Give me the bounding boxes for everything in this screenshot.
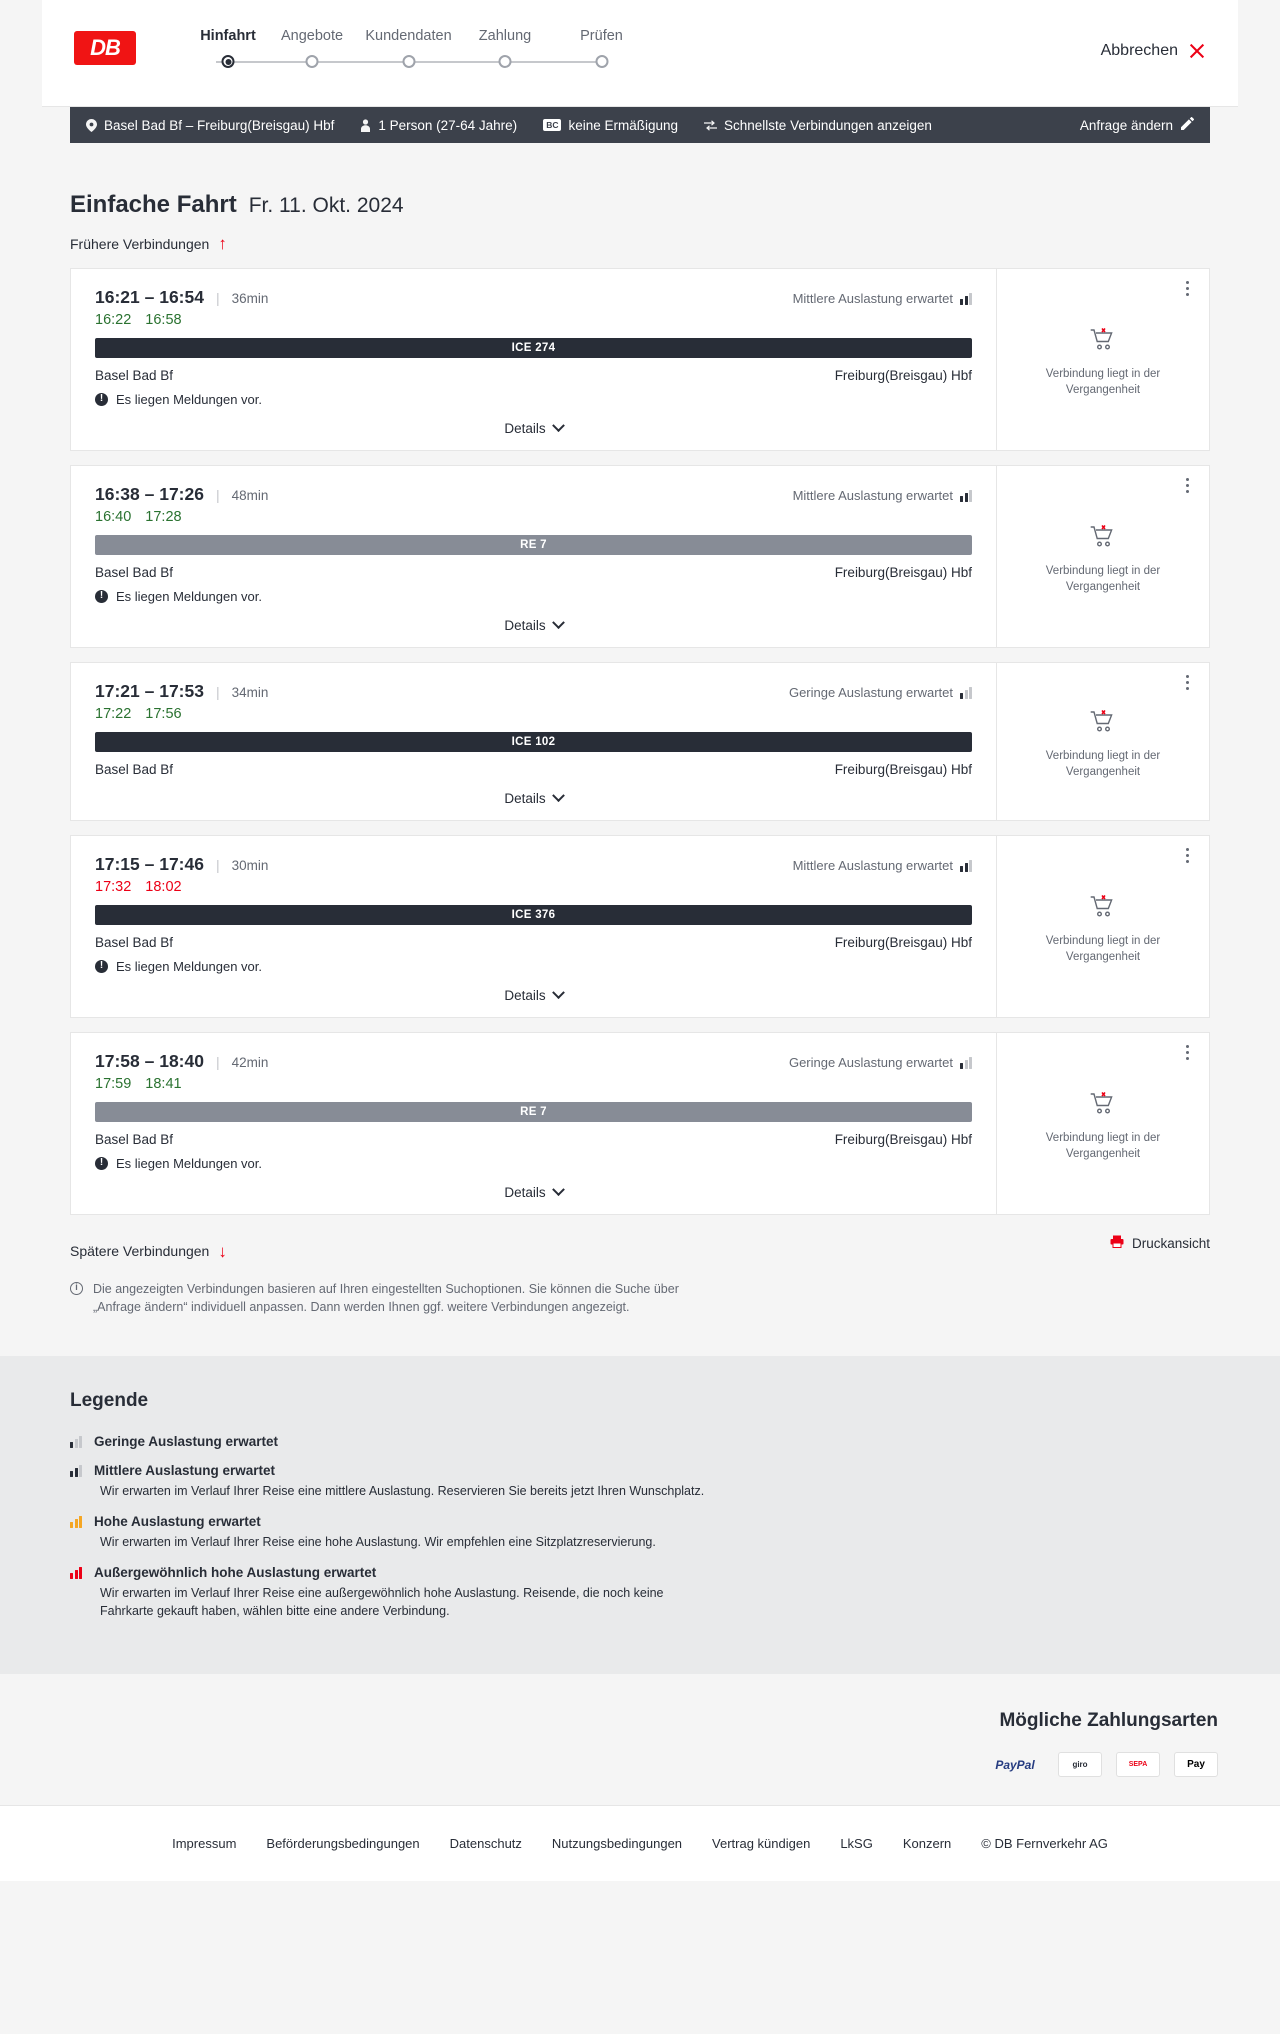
close-icon bbox=[1188, 42, 1206, 60]
footer-link-konzern[interactable]: Konzern bbox=[902, 1836, 952, 1852]
occupancy-indicator bbox=[793, 858, 972, 873]
summary-passengers[interactable] bbox=[360, 118, 517, 133]
separator: | bbox=[215, 289, 220, 306]
planned-times: 17:58 – 18:40 bbox=[95, 1050, 204, 1071]
details-toggle[interactable] bbox=[95, 604, 972, 647]
step-prüfen[interactable] bbox=[553, 28, 650, 72]
connection-header bbox=[95, 287, 972, 308]
legend-list bbox=[70, 1434, 1210, 1621]
connection-booking bbox=[997, 269, 1209, 450]
summary-route[interactable] bbox=[86, 118, 334, 133]
planned-times: 16:21 – 16:54 bbox=[95, 286, 204, 307]
separator: | bbox=[215, 486, 220, 503]
occupancy-indicator bbox=[793, 291, 972, 306]
connection-booking bbox=[997, 836, 1209, 1017]
chevron-down-icon bbox=[552, 986, 565, 999]
chevron-down-icon bbox=[552, 1183, 565, 1196]
connection-header bbox=[95, 484, 972, 505]
connection-booking bbox=[997, 663, 1209, 820]
connection-header bbox=[95, 681, 972, 702]
details-label: Details bbox=[504, 1184, 546, 1200]
past-connection-note: Verbindung liegt in der Vergangenheit bbox=[1045, 564, 1161, 593]
details-label: Details bbox=[504, 790, 546, 806]
edit-request-button[interactable] bbox=[1080, 117, 1194, 133]
stations bbox=[95, 762, 972, 777]
sepa-logo: SEPA bbox=[1116, 1752, 1160, 1777]
occupancy-icon bbox=[960, 292, 972, 305]
alert-icon: ! bbox=[95, 960, 108, 973]
step-kundendaten[interactable] bbox=[360, 28, 457, 72]
more-options-button[interactable] bbox=[1179, 476, 1195, 496]
checkout-stepper bbox=[192, 28, 650, 72]
connection-messages-label: Es liegen Meldungen vor. bbox=[116, 958, 262, 974]
applepay-logo: Pay bbox=[1174, 1752, 1218, 1777]
separator: | bbox=[215, 856, 220, 873]
bahncard-badge: BC bbox=[543, 119, 561, 132]
legend-item-desc: Wir erwarten im Verlauf Ihrer Reise eine mittlere Auslastung. Reservieren Sie bereits jetzt Ihren Wunschplatz. bbox=[100, 1483, 705, 1498]
connection-card[interactable] bbox=[70, 662, 1210, 821]
planned-times: 17:15 – 17:46 bbox=[95, 853, 204, 874]
legend-item bbox=[70, 1434, 1210, 1449]
earlier-connections-button[interactable] bbox=[70, 235, 227, 252]
person-icon bbox=[360, 119, 371, 132]
shopping-cart-icon bbox=[1090, 525, 1116, 554]
connection-details bbox=[71, 1033, 997, 1214]
more-options-button[interactable] bbox=[1179, 673, 1195, 693]
connection-header bbox=[95, 1051, 972, 1072]
connection-messages[interactable] bbox=[95, 392, 972, 407]
step-dot bbox=[306, 55, 319, 68]
legend-item-header bbox=[70, 1565, 1210, 1580]
print-view-button[interactable] bbox=[1110, 1235, 1210, 1251]
occupancy-label: Geringe Auslastung erwartet bbox=[788, 1054, 953, 1070]
realtime-departure: 17:22 bbox=[95, 705, 132, 722]
summary-fastest[interactable] bbox=[704, 118, 932, 133]
details-toggle[interactable] bbox=[95, 407, 972, 450]
connection-details bbox=[71, 663, 997, 820]
stations bbox=[95, 368, 972, 383]
realtime-arrival: 17:28 bbox=[145, 508, 182, 525]
legend-item-header bbox=[70, 1514, 1210, 1529]
alert-icon: ! bbox=[95, 393, 108, 406]
footer-link-impressum[interactable]: Impressum bbox=[172, 1836, 237, 1852]
connection-messages-label: Es liegen Meldungen vor. bbox=[116, 391, 262, 407]
legend-section bbox=[0, 1356, 1280, 1675]
legend-item-header bbox=[70, 1463, 1210, 1478]
connection-card[interactable] bbox=[70, 1032, 1210, 1215]
more-options-button[interactable] bbox=[1179, 846, 1195, 866]
db-logo[interactable]: DB bbox=[74, 31, 136, 65]
realtime-times bbox=[95, 879, 972, 895]
occupancy-indicator bbox=[789, 685, 972, 700]
occupancy-icon bbox=[960, 1056, 972, 1069]
arrow-down-icon: ↓ bbox=[218, 1241, 227, 1261]
details-label: Details bbox=[504, 617, 546, 633]
separator: | bbox=[215, 683, 220, 700]
connection-card[interactable] bbox=[70, 465, 1210, 648]
pencil-icon bbox=[1181, 117, 1194, 133]
later-row bbox=[70, 1227, 1210, 1260]
occupancy-icon bbox=[70, 1464, 82, 1477]
step-label: Prüfen bbox=[580, 28, 623, 44]
train-badge[interactable]: ICE 102 bbox=[95, 732, 972, 752]
details-label: Details bbox=[504, 987, 546, 1003]
cancel-button-label: Abbrechen bbox=[1100, 42, 1178, 59]
step-dot bbox=[499, 55, 512, 68]
legend-item bbox=[70, 1565, 1210, 1620]
step-label: Angebote bbox=[280, 28, 344, 44]
departure-station: Basel Bad Bf bbox=[95, 761, 174, 777]
details-toggle[interactable] bbox=[95, 974, 972, 1017]
legend-item-header bbox=[70, 1434, 1210, 1449]
realtime-arrival: 18:41 bbox=[145, 1075, 182, 1092]
printer-icon bbox=[1110, 1235, 1124, 1251]
legend-item-title: Geringe Auslastung erwartet bbox=[94, 1433, 279, 1449]
realtime-departure: 17:32 bbox=[95, 878, 132, 895]
connection-messages[interactable] bbox=[95, 1156, 972, 1171]
occupancy-icon bbox=[70, 1566, 82, 1579]
arrival-station: Freiburg(Breisgau) Hbf bbox=[834, 1131, 972, 1147]
alert-icon: ! bbox=[95, 1157, 108, 1170]
train-badge[interactable]: RE 7 bbox=[95, 535, 972, 555]
occupancy-icon bbox=[70, 1435, 82, 1448]
earlier-connections-label: Frühere Verbindungen bbox=[70, 235, 210, 252]
realtime-arrival: 16:58 bbox=[145, 311, 182, 328]
location-pin-icon bbox=[86, 119, 97, 132]
arrival-station: Freiburg(Breisgau) Hbf bbox=[834, 761, 972, 777]
giropay-logo: giro bbox=[1058, 1752, 1102, 1777]
legend-item bbox=[70, 1463, 1210, 1500]
occupancy-indicator bbox=[789, 1055, 972, 1070]
footer-link-nutzungsbedingungen[interactable]: Nutzungsbedingungen bbox=[551, 1836, 683, 1852]
departure-station: Basel Bad Bf bbox=[95, 564, 174, 580]
train-badge[interactable]: ICE 376 bbox=[95, 905, 972, 925]
realtime-departure: 17:59 bbox=[95, 1075, 132, 1092]
past-connection-note: Verbindung liegt in der Vergangenheit bbox=[1045, 749, 1161, 778]
search-hint bbox=[70, 1280, 710, 1316]
legend-item-desc: Wir erwarten im Verlauf Ihrer Reise eine hohe Auslastung. Wir empfehlen eine Sitzplatzreservierung. bbox=[100, 1534, 656, 1549]
realtime-arrival: 17:56 bbox=[145, 705, 182, 722]
chevron-down-icon bbox=[552, 789, 565, 802]
chevron-down-icon bbox=[552, 616, 565, 629]
arrow-up-icon: ↑ bbox=[218, 234, 227, 253]
step-marker bbox=[553, 52, 650, 72]
footer-link-vertrag-k-ndigen[interactable]: Vertrag kündigen bbox=[712, 1836, 811, 1852]
footer-link-lksg[interactable]: LkSG bbox=[840, 1836, 873, 1852]
payment-section bbox=[0, 1674, 1280, 1805]
app-header bbox=[42, 0, 1238, 107]
connection-messages[interactable] bbox=[95, 589, 972, 604]
print-view-label: Druckansicht bbox=[1131, 1235, 1210, 1251]
occupancy-label: Mittlere Auslastung erwartet bbox=[792, 487, 953, 503]
page-title bbox=[70, 143, 1210, 219]
departure-station: Basel Bad Bf bbox=[95, 1131, 174, 1147]
occupancy-label: Geringe Auslastung erwartet bbox=[788, 684, 953, 700]
alert-icon: ! bbox=[95, 590, 108, 603]
connection-details bbox=[71, 269, 997, 450]
shopping-cart-icon bbox=[1090, 895, 1116, 924]
shopping-cart-icon bbox=[1090, 328, 1116, 357]
legend-item bbox=[70, 1514, 1210, 1551]
step-dot bbox=[402, 55, 415, 68]
footer-link-bef-rderungsbedingungen[interactable]: Beförderungsbedingungen bbox=[266, 1836, 420, 1852]
later-connections-button[interactable] bbox=[70, 1243, 227, 1260]
planned-times: 16:38 – 17:26 bbox=[95, 483, 204, 504]
occupancy-icon bbox=[960, 859, 972, 872]
duration: 48min bbox=[231, 487, 269, 503]
step-label: Hinfahrt bbox=[200, 28, 256, 44]
footer-link-datenschutz[interactable]: Datenschutz bbox=[449, 1836, 522, 1852]
connection-booking bbox=[997, 1033, 1209, 1214]
occupancy-label: Mittlere Auslastung erwartet bbox=[792, 290, 953, 306]
occupancy-icon bbox=[960, 489, 972, 502]
realtime-times bbox=[95, 312, 972, 328]
connection-header bbox=[95, 854, 972, 875]
details-label: Details bbox=[504, 420, 546, 436]
step-dot bbox=[222, 55, 235, 68]
realtime-departure: 16:40 bbox=[95, 508, 132, 525]
step-angebote[interactable] bbox=[264, 28, 360, 72]
duration: 34min bbox=[231, 684, 269, 700]
arrival-station: Freiburg(Breisgau) Hbf bbox=[834, 564, 972, 580]
connection-list bbox=[70, 268, 1210, 1215]
legend-item-desc: Wir erwarten im Verlauf Ihrer Reise eine außergewöhnlich hohe Auslastung. Reisende, die noch keine Fahrkarte gekauft haben, wählen bitte eine andere Verbindung. bbox=[100, 1586, 664, 1619]
sort-arrows-icon bbox=[704, 120, 717, 131]
connection-details bbox=[71, 466, 997, 647]
realtime-times bbox=[95, 706, 972, 722]
stations bbox=[95, 565, 972, 580]
travel-date: Fr. 11. Okt. 2024 bbox=[248, 194, 404, 217]
details-toggle[interactable] bbox=[95, 777, 972, 820]
connection-booking bbox=[997, 466, 1209, 647]
edit-request-label: Anfrage ändern bbox=[1079, 117, 1173, 133]
train-badge[interactable]: ICE 274 bbox=[95, 338, 972, 358]
connection-messages-label: Es liegen Meldungen vor. bbox=[116, 588, 262, 604]
step-connector bbox=[505, 61, 602, 63]
search-summary-bar bbox=[70, 107, 1210, 143]
duration: 30min bbox=[231, 857, 269, 873]
step-label: Kundendaten bbox=[365, 28, 452, 44]
stations bbox=[95, 1132, 972, 1147]
past-connection-note: Verbindung liegt in der Vergangenheit bbox=[1045, 367, 1161, 396]
legend-item-title: Mittlere Auslastung erwartet bbox=[94, 1462, 276, 1478]
arrival-station: Freiburg(Breisgau) Hbf bbox=[834, 934, 972, 950]
connection-card[interactable] bbox=[70, 835, 1210, 1018]
planned-times: 17:21 – 17:53 bbox=[95, 680, 204, 701]
legend-item-title: Außergewöhnlich hohe Auslastung erwartet bbox=[94, 1565, 377, 1580]
footer-copyright: © DB Fernverkehr AG bbox=[981, 1836, 1108, 1852]
realtime-arrival: 18:02 bbox=[145, 878, 182, 895]
legend-title: Legende bbox=[70, 1389, 149, 1411]
payment-methods bbox=[62, 1752, 1218, 1777]
occupancy-icon bbox=[960, 686, 972, 699]
duration: 36min bbox=[231, 290, 269, 306]
connection-messages-label: Es liegen Meldungen vor. bbox=[116, 1155, 262, 1171]
realtime-times bbox=[95, 1076, 972, 1092]
info-icon: i bbox=[70, 1282, 83, 1295]
step-connector bbox=[312, 61, 409, 63]
cancel-button[interactable] bbox=[1101, 42, 1206, 60]
occupancy-label: Mittlere Auslastung erwartet bbox=[792, 857, 953, 873]
realtime-departure: 16:22 bbox=[95, 311, 132, 328]
details-toggle[interactable] bbox=[95, 1171, 972, 1214]
step-hinfahrt[interactable] bbox=[192, 28, 264, 72]
more-options-button[interactable] bbox=[1179, 279, 1195, 299]
chevron-down-icon bbox=[552, 419, 565, 432]
paypal-logo: PayPal bbox=[995, 1757, 1035, 1772]
later-connections-label: Spätere Verbindungen bbox=[70, 1243, 210, 1259]
summary-discount[interactable] bbox=[543, 118, 678, 133]
realtime-times bbox=[95, 509, 972, 525]
train-badge[interactable]: RE 7 bbox=[95, 1102, 972, 1122]
past-connection-note: Verbindung liegt in der Vergangenheit bbox=[1045, 934, 1161, 963]
step-dot bbox=[595, 55, 608, 68]
payment-title: Mögliche Zahlungsarten bbox=[999, 1710, 1218, 1732]
connection-card[interactable] bbox=[70, 268, 1210, 451]
summary-route-label: Basel Bad Bf – Freiburg(Breisgau) Hbf bbox=[104, 117, 335, 133]
departure-station: Basel Bad Bf bbox=[95, 367, 174, 383]
more-options-button[interactable] bbox=[1179, 1043, 1195, 1063]
summary-passengers-label: 1 Person (27-64 Jahre) bbox=[378, 117, 518, 133]
shopping-cart-icon bbox=[1090, 1092, 1116, 1121]
main-content bbox=[0, 143, 1280, 1356]
step-label: Zahlung bbox=[478, 28, 532, 44]
stations bbox=[95, 935, 972, 950]
connection-messages[interactable] bbox=[95, 959, 972, 974]
step-connector bbox=[409, 61, 505, 63]
duration: 42min bbox=[231, 1054, 269, 1070]
connection-details bbox=[71, 836, 997, 1017]
separator: | bbox=[215, 1053, 220, 1070]
legend-item-title: Hohe Auslastung erwartet bbox=[94, 1513, 261, 1529]
summary-discount-label: keine Ermäßigung bbox=[568, 117, 679, 133]
departure-station: Basel Bad Bf bbox=[95, 934, 174, 950]
step-zahlung[interactable] bbox=[457, 28, 553, 72]
summary-fastest-label: Schnellste Verbindungen anzeigen bbox=[724, 117, 932, 133]
page-title-text: Einfache Fahrt bbox=[70, 191, 237, 218]
occupancy-icon bbox=[70, 1515, 82, 1528]
site-footer bbox=[0, 1805, 1280, 1881]
past-connection-note: Verbindung liegt in der Vergangenheit bbox=[1045, 1131, 1161, 1160]
shopping-cart-icon bbox=[1090, 710, 1116, 739]
search-hint-text: Die angezeigten Verbindungen basieren auf Ihren eingestellten Suchoptionen. Sie können die Suche über „Anfrage ändern“ individuell anpassen. Dann werden Ihnen ggf. weitere Verbindungen angezeigt. bbox=[93, 1281, 679, 1314]
arrival-station: Freiburg(Breisgau) Hbf bbox=[834, 367, 972, 383]
occupancy-indicator bbox=[793, 488, 972, 503]
